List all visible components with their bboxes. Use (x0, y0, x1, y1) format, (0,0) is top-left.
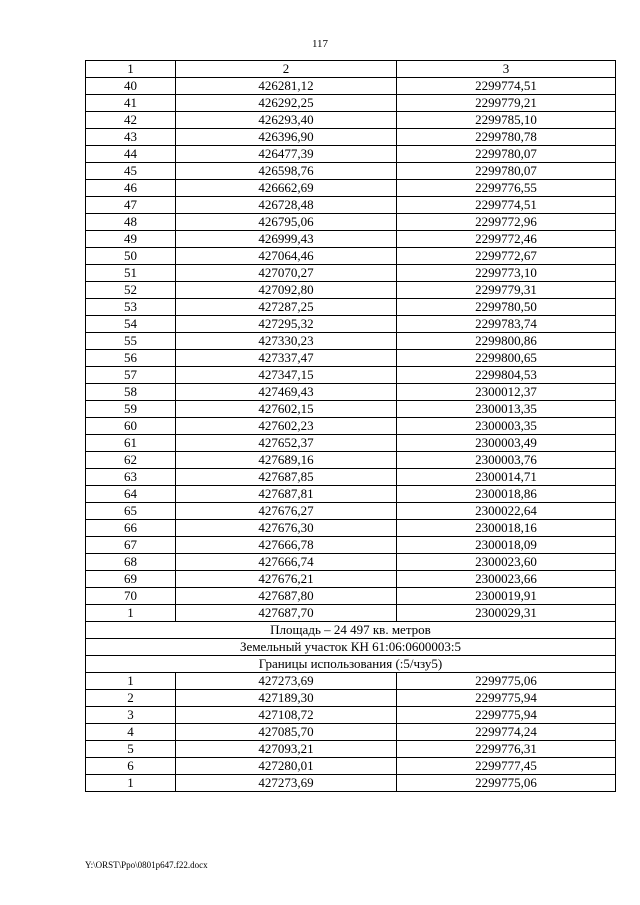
table-row (86, 248, 616, 265)
x-coordinate-cell: 2 (176, 61, 397, 78)
x-coordinate-cell: 427108,72 (176, 707, 397, 724)
area-caption-row (86, 622, 616, 639)
x-coordinate-cell: 427676,27 (176, 503, 397, 520)
table-row (86, 350, 616, 367)
point-number-cell: 68 (86, 554, 176, 571)
x-coordinate-cell: 427273,69 (176, 775, 397, 792)
y-coordinate-cell: 2300014,71 (397, 469, 616, 486)
y-coordinate-cell: 2300003,76 (397, 452, 616, 469)
x-coordinate-cell: 427687,81 (176, 486, 397, 503)
point-number-cell: 41 (86, 95, 176, 112)
table-row (86, 741, 616, 758)
table-row (86, 418, 616, 435)
point-number-cell: 50 (86, 248, 176, 265)
x-coordinate-cell: 427280,01 (176, 758, 397, 775)
x-coordinate-cell: 427687,70 (176, 605, 397, 622)
point-number-cell: 2 (86, 690, 176, 707)
point-number-cell: 46 (86, 180, 176, 197)
point-number-cell: 43 (86, 129, 176, 146)
table-row (86, 316, 616, 333)
point-number-cell: 1 (86, 61, 176, 78)
table-row (86, 435, 616, 452)
table-row (86, 401, 616, 418)
x-coordinate-cell: 427070,27 (176, 265, 397, 282)
table-row (86, 605, 616, 622)
y-coordinate-cell: 2300022,64 (397, 503, 616, 520)
point-number-cell: 5 (86, 741, 176, 758)
point-number-cell: 45 (86, 163, 176, 180)
x-coordinate-cell: 427295,32 (176, 316, 397, 333)
x-coordinate-cell: 427085,70 (176, 724, 397, 741)
point-number-cell: 4 (86, 724, 176, 741)
table-row (86, 520, 616, 537)
y-coordinate-cell: 2299800,65 (397, 350, 616, 367)
point-number-cell: 6 (86, 758, 176, 775)
point-number-cell: 52 (86, 282, 176, 299)
table-row (86, 707, 616, 724)
point-number-cell: 3 (86, 707, 176, 724)
table-row (86, 571, 616, 588)
x-coordinate-cell: 427093,21 (176, 741, 397, 758)
y-coordinate-cell: 2299775,06 (397, 673, 616, 690)
y-coordinate-cell: 2299777,45 (397, 758, 616, 775)
y-coordinate-cell: 2299779,31 (397, 282, 616, 299)
table-row (86, 469, 616, 486)
y-coordinate-cell: 2300003,35 (397, 418, 616, 435)
point-number-cell: 63 (86, 469, 176, 486)
table-row (86, 112, 616, 129)
point-number-cell: 1 (86, 775, 176, 792)
x-coordinate-cell: 426662,69 (176, 180, 397, 197)
point-number-cell: 44 (86, 146, 176, 163)
point-number-cell: 69 (86, 571, 176, 588)
table-row (86, 163, 616, 180)
point-number-cell: 61 (86, 435, 176, 452)
point-number-cell: 40 (86, 78, 176, 95)
x-coordinate-cell: 426999,43 (176, 231, 397, 248)
point-number-cell: 54 (86, 316, 176, 333)
y-coordinate-cell: 2300019,91 (397, 588, 616, 605)
y-coordinate-cell: 2299775,94 (397, 690, 616, 707)
y-coordinate-cell: 2299772,46 (397, 231, 616, 248)
table-row (86, 367, 616, 384)
x-coordinate-cell: 427469,43 (176, 384, 397, 401)
x-coordinate-cell: 426293,40 (176, 112, 397, 129)
y-coordinate-cell: 2299776,31 (397, 741, 616, 758)
point-number-cell: 59 (86, 401, 176, 418)
point-number-cell: 60 (86, 418, 176, 435)
point-number-cell: 1 (86, 605, 176, 622)
y-coordinate-cell: 2300018,09 (397, 537, 616, 554)
x-coordinate-cell: 426477,39 (176, 146, 397, 163)
x-coordinate-cell: 427189,30 (176, 690, 397, 707)
table-row (86, 758, 616, 775)
coordinates-table (85, 60, 616, 792)
table-row (86, 214, 616, 231)
y-coordinate-cell: 2299775,06 (397, 775, 616, 792)
y-coordinate-cell: 2299772,67 (397, 248, 616, 265)
table-row (86, 690, 616, 707)
table-row (86, 197, 616, 214)
boundary-caption-row (86, 656, 616, 673)
table-header-row (86, 61, 616, 78)
x-coordinate-cell: 427666,78 (176, 537, 397, 554)
table-row (86, 452, 616, 469)
x-coordinate-cell: 426795,06 (176, 214, 397, 231)
y-coordinate-cell: 2300013,35 (397, 401, 616, 418)
x-coordinate-cell: 427064,46 (176, 248, 397, 265)
table-row (86, 282, 616, 299)
table-row (86, 180, 616, 197)
table-row (86, 384, 616, 401)
table-row (86, 78, 616, 95)
y-coordinate-cell: 2299780,78 (397, 129, 616, 146)
point-number-cell: 58 (86, 384, 176, 401)
y-coordinate-cell: 2300023,66 (397, 571, 616, 588)
x-coordinate-cell: 426598,76 (176, 163, 397, 180)
y-coordinate-cell: 2299779,21 (397, 95, 616, 112)
parcel-caption: Земельный участок КН 61:06:0600003:5 (86, 639, 616, 656)
table-row (86, 129, 616, 146)
x-coordinate-cell: 427687,85 (176, 469, 397, 486)
table-row (86, 537, 616, 554)
point-number-cell: 64 (86, 486, 176, 503)
point-number-cell: 62 (86, 452, 176, 469)
y-coordinate-cell: 2299804,53 (397, 367, 616, 384)
x-coordinate-cell: 427287,25 (176, 299, 397, 316)
point-number-cell: 51 (86, 265, 176, 282)
y-coordinate-cell: 2299783,74 (397, 316, 616, 333)
y-coordinate-cell: 2300029,31 (397, 605, 616, 622)
y-coordinate-cell: 2299780,07 (397, 146, 616, 163)
point-number-cell: 49 (86, 231, 176, 248)
table-row (86, 299, 616, 316)
footer-file-path: Y:\ORST\Ppo\0801p647.f22.docx (85, 860, 208, 870)
point-number-cell: 55 (86, 333, 176, 350)
x-coordinate-cell: 427652,37 (176, 435, 397, 452)
y-coordinate-cell: 2300018,86 (397, 486, 616, 503)
point-number-cell: 53 (86, 299, 176, 316)
point-number-cell: 42 (86, 112, 176, 129)
y-coordinate-cell: 2299774,24 (397, 724, 616, 741)
x-coordinate-cell: 427602,15 (176, 401, 397, 418)
x-coordinate-cell: 427330,23 (176, 333, 397, 350)
y-coordinate-cell: 2299773,10 (397, 265, 616, 282)
y-coordinate-cell: 3 (397, 61, 616, 78)
x-coordinate-cell: 427337,47 (176, 350, 397, 367)
table-row (86, 333, 616, 350)
y-coordinate-cell: 2299772,96 (397, 214, 616, 231)
point-number-cell: 56 (86, 350, 176, 367)
page-number: 117 (311, 38, 329, 50)
y-coordinate-cell: 2299780,50 (397, 299, 616, 316)
area-caption: Площадь – 24 497 кв. метров (86, 622, 616, 639)
y-coordinate-cell: 2299780,07 (397, 163, 616, 180)
point-number-cell: 48 (86, 214, 176, 231)
y-coordinate-cell: 2299800,86 (397, 333, 616, 350)
x-coordinate-cell: 427676,30 (176, 520, 397, 537)
parcel-caption-row (86, 639, 616, 656)
x-coordinate-cell: 427273,69 (176, 673, 397, 690)
table-row (86, 588, 616, 605)
x-coordinate-cell: 427676,21 (176, 571, 397, 588)
x-coordinate-cell: 427602,23 (176, 418, 397, 435)
point-number-cell: 57 (86, 367, 176, 384)
table-row (86, 554, 616, 571)
x-coordinate-cell: 426292,25 (176, 95, 397, 112)
point-number-cell: 67 (86, 537, 176, 554)
point-number-cell: 47 (86, 197, 176, 214)
table-row (86, 486, 616, 503)
y-coordinate-cell: 2300023,60 (397, 554, 616, 571)
boundary-caption: Границы использования (:5/чзу5) (86, 656, 616, 673)
table-row (86, 231, 616, 248)
table-row (86, 724, 616, 741)
point-number-cell: 65 (86, 503, 176, 520)
y-coordinate-cell: 2299785,10 (397, 112, 616, 129)
x-coordinate-cell: 427687,80 (176, 588, 397, 605)
x-coordinate-cell: 426281,12 (176, 78, 397, 95)
x-coordinate-cell: 427347,15 (176, 367, 397, 384)
y-coordinate-cell: 2299776,55 (397, 180, 616, 197)
y-coordinate-cell: 2300018,16 (397, 520, 616, 537)
table-row (86, 673, 616, 690)
point-number-cell: 66 (86, 520, 176, 537)
x-coordinate-cell: 427092,80 (176, 282, 397, 299)
y-coordinate-cell: 2299775,94 (397, 707, 616, 724)
table-row (86, 95, 616, 112)
table-row (86, 775, 616, 792)
x-coordinate-cell: 427666,74 (176, 554, 397, 571)
y-coordinate-cell: 2299774,51 (397, 78, 616, 95)
x-coordinate-cell: 427689,16 (176, 452, 397, 469)
x-coordinate-cell: 426396,90 (176, 129, 397, 146)
x-coordinate-cell: 426728,48 (176, 197, 397, 214)
y-coordinate-cell: 2299774,51 (397, 197, 616, 214)
y-coordinate-cell: 2300003,49 (397, 435, 616, 452)
point-number-cell: 1 (86, 673, 176, 690)
point-number-cell: 70 (86, 588, 176, 605)
table-row (86, 146, 616, 163)
y-coordinate-cell: 2300012,37 (397, 384, 616, 401)
table-row (86, 265, 616, 282)
table-row (86, 503, 616, 520)
